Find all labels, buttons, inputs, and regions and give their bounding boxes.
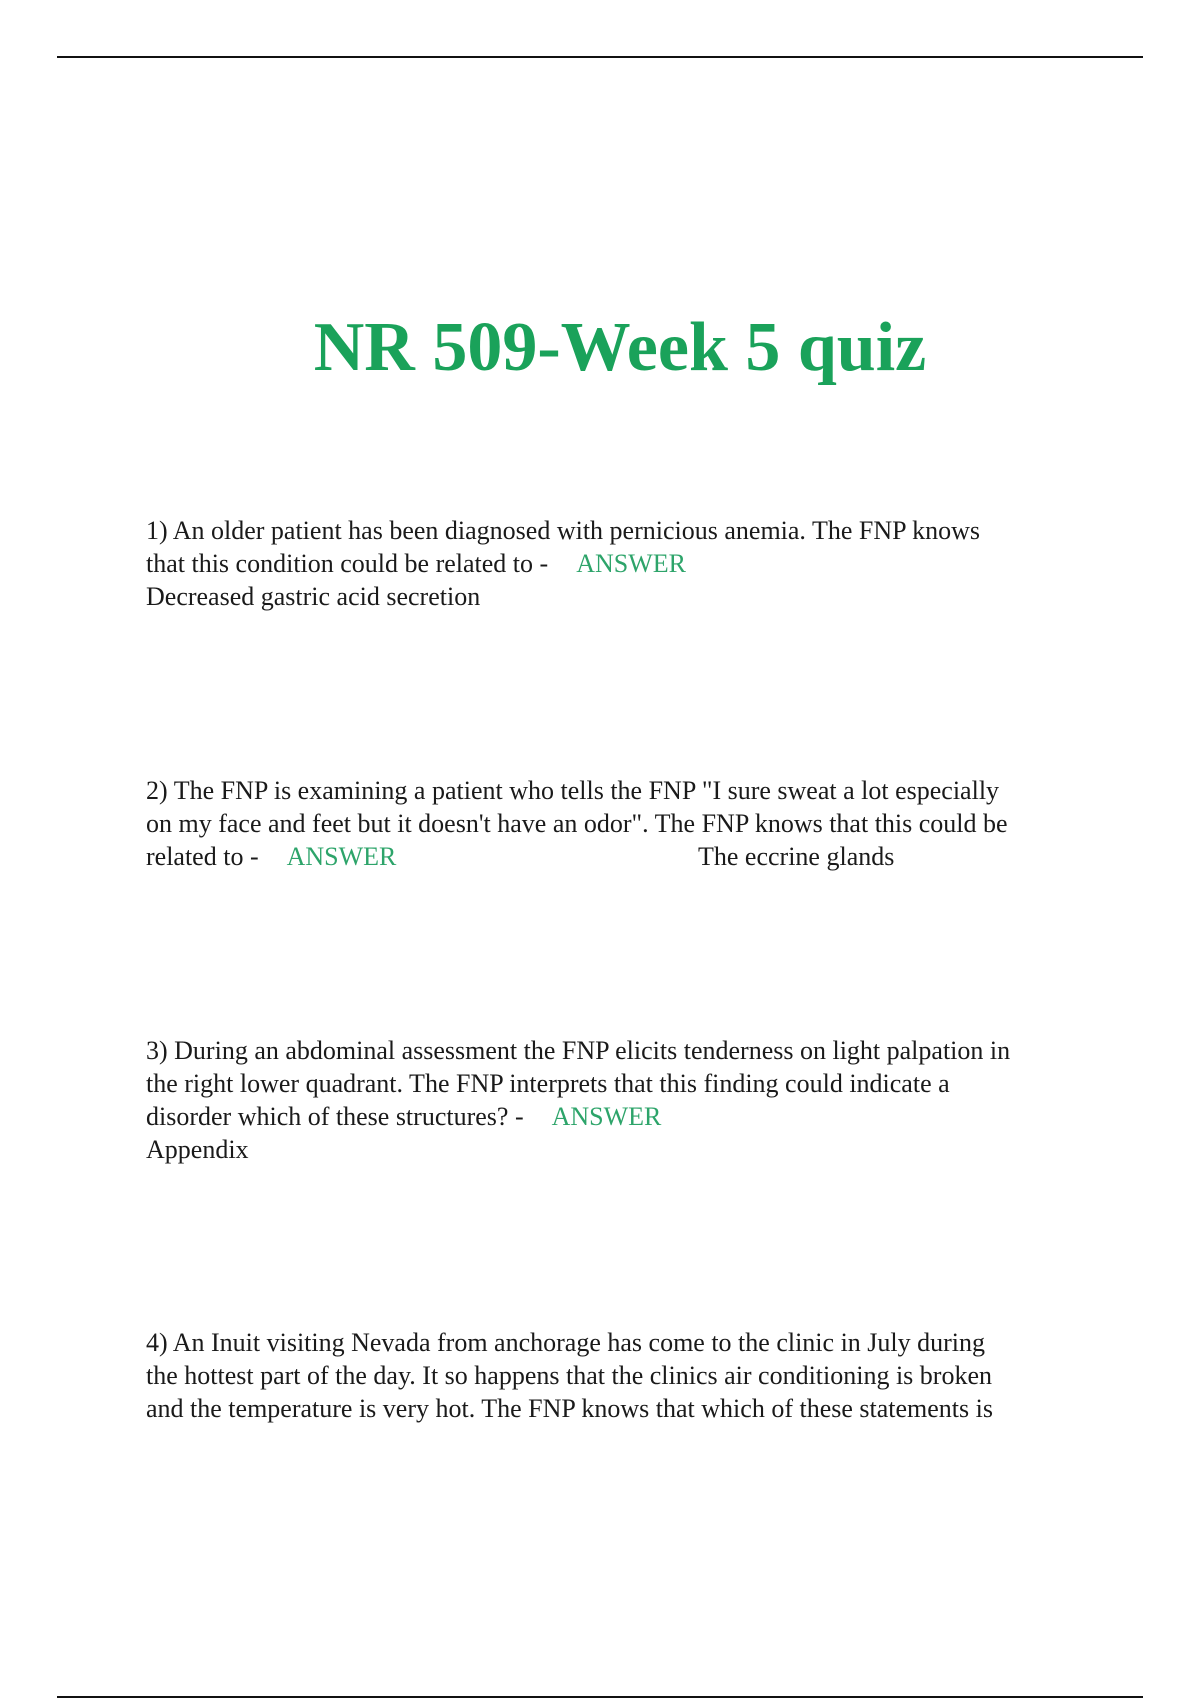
question-text-line: 2) The FNP is examining a patient who tells the FNP "I sure sweat a lot especially (146, 776, 1000, 805)
answer-text: Decreased gastric acid secretion (146, 582, 481, 611)
question-text-line: and the temperature is very hot. The FNP knows that which of these statements is (146, 1394, 993, 1423)
question-text-line: disorder which of these structures? - ANSWER (146, 1102, 662, 1131)
answer-text: Appendix (146, 1135, 249, 1164)
question-4 (146, 1326, 1106, 1425)
question-text-line: 3) During an abdominal assessment the FNP elicits tenderness on light palpation in (146, 1036, 1011, 1065)
question-text-line: 1) An older patient has been diagnosed with pernicious anemia. The FNP knows (146, 516, 981, 545)
answer-text: The eccrine glands (698, 842, 895, 871)
question-text-line: 4) An Inuit visiting Nevada from anchorage has come to the clinic in July during (146, 1328, 986, 1357)
question-text-line: on my face and feet but it doesn't have an odor". The FNP knows that this could be (146, 809, 1008, 838)
question-3 (146, 1034, 1106, 1166)
question-1 (146, 514, 1106, 613)
bottom-rule (57, 1696, 1143, 1698)
answer-label: ANSWER (286, 842, 397, 871)
question-text-line: the hottest part of the day. It so happens that the clinics air conditioning is broken (146, 1361, 993, 1390)
question-text-line: that this condition could be related to - ANSWER (146, 549, 686, 578)
question-text-line: the right lower quadrant. The FNP interprets that this finding could indicate a (146, 1069, 950, 1098)
question-2 (146, 774, 1106, 873)
top-rule (57, 56, 1143, 58)
question-text-line: related to - ANSWER The eccrine glands (146, 842, 895, 871)
answer-label: ANSWER (551, 1102, 662, 1131)
answer-label: ANSWER (576, 549, 686, 578)
document-title: NR 509-Week 5 quiz (313, 309, 927, 386)
